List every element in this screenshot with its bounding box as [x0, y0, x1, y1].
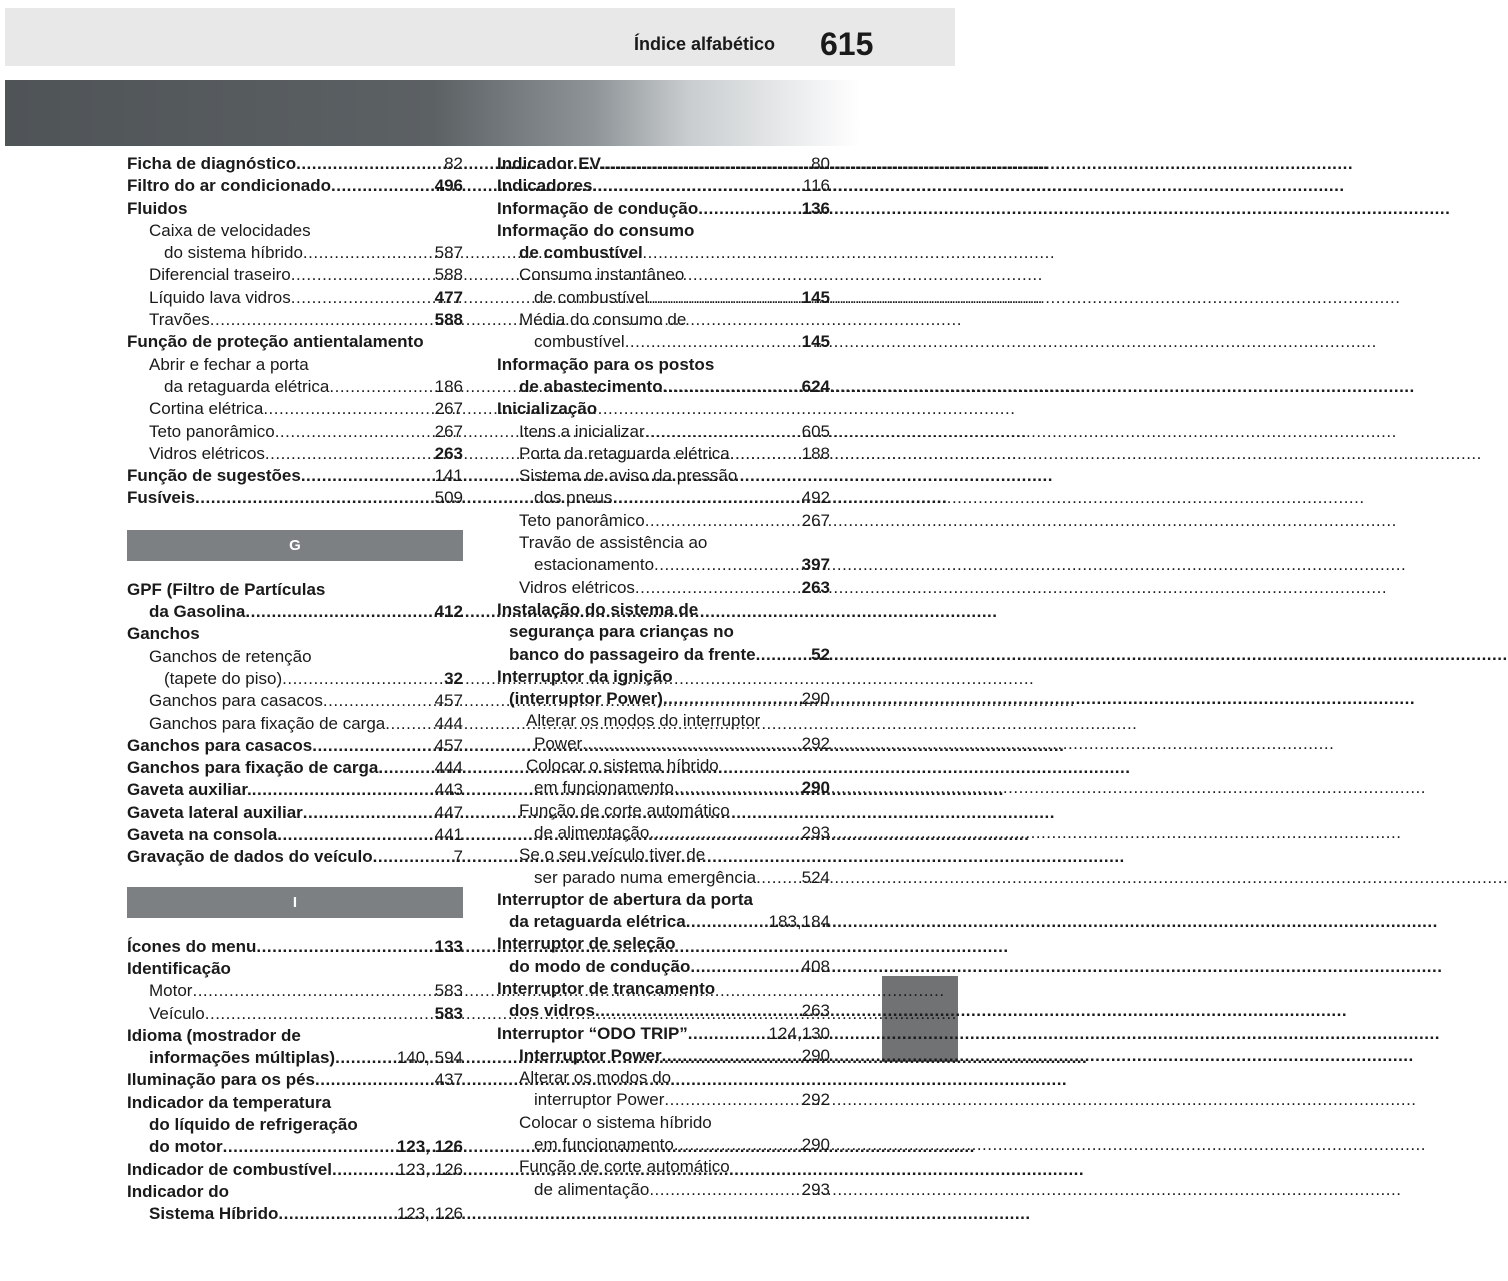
- index-entry: do modo de condução ..... 408: [497, 956, 830, 978]
- index-entry: Gaveta na consola ..... 441: [127, 824, 463, 846]
- index-entry: (interruptor Power) ..... 290: [497, 688, 830, 710]
- index-entry: Gravação de dados do veículo ..... 7: [127, 846, 463, 868]
- index-entry: da Gasolina ..... 412: [127, 601, 463, 623]
- index-subentry: Porta da retaguarda elétrica ..... 188: [497, 443, 830, 465]
- index-entry: da retaguarda elétrica ..... 183,184: [497, 911, 830, 933]
- index-subentry: Travão de assistência ao: [519, 533, 708, 553]
- index-entry: Função de proteção antientalamento: [127, 332, 424, 352]
- index-entry: Gaveta lateral auxiliar ..... 447: [127, 802, 463, 824]
- section-header-i: I: [127, 887, 463, 918]
- index-subentry: Motor ..... 583: [127, 980, 463, 1002]
- header-title: Índice alfabético: [633, 34, 775, 54]
- index-subentry: Vidros elétricos ..... 263: [127, 443, 463, 465]
- index-entry: de combustível: [519, 243, 643, 263]
- index-subentry: de alimentação ..... 293: [497, 1179, 830, 1201]
- index-subentry: Função de corte automático: [519, 1157, 730, 1177]
- index-entry: do líquido de refrigeração: [149, 1114, 358, 1134]
- index-subentry: Se o seu veículo tiver de: [519, 845, 706, 865]
- index-subentry: Caixa de velocidades: [149, 220, 311, 240]
- index-subentry: Alterar os modos do interruptor: [526, 711, 761, 731]
- section-header-g: G: [127, 530, 463, 561]
- index-subentry: Teto panorâmico ..... 267: [497, 510, 830, 532]
- index-entry: Ícones do menu ..... 133: [127, 936, 463, 958]
- index-subentry: em funcionamento ..... 290: [497, 1134, 830, 1156]
- index-entry: Ganchos: [127, 624, 200, 644]
- index-column-right: [497, 153, 830, 1201]
- index-subentry: Cortina elétrica ..... 267: [127, 398, 463, 420]
- index-subentry: Colocar o sistema híbrido: [519, 1112, 712, 1132]
- index-entry: Inicialização: [497, 399, 598, 419]
- index-entry: Indicador de combustível ..... 123, 126: [127, 1159, 463, 1181]
- index-entry: Idioma (mostrador de: [127, 1025, 301, 1045]
- index-subentry: Ganchos para casacos ..... 457: [127, 690, 463, 712]
- index-entry: Indicador da temperatura: [127, 1092, 332, 1112]
- index-entry: dos vidros ..... 263: [497, 1000, 830, 1022]
- index-subentry: Líquido lava vidros ..... 477: [127, 287, 463, 309]
- index-subentry: em funcionamento ..... 290: [497, 777, 830, 799]
- index-subentry: Ganchos para fixação de carga ..... 444: [127, 713, 463, 735]
- index-subentry: do sistema híbrido ..... 587: [127, 242, 463, 264]
- header-banner: [5, 80, 955, 146]
- page-number: 615: [820, 26, 874, 62]
- index-subentry: Função de corte automático: [519, 800, 730, 820]
- index-entry: Filtro do ar condicionado ..... 496: [127, 175, 463, 197]
- index-entry: Indicador EV ..... 80: [497, 153, 830, 175]
- index-entry: Informação do consumo: [497, 220, 695, 240]
- index-subentry: Vidros elétricos ..... 263: [497, 577, 830, 599]
- header-band: [5, 8, 955, 66]
- index-entry: Gaveta auxiliar. ..... 443: [127, 779, 463, 801]
- index-subentry: interruptor Power ..... 292: [497, 1089, 830, 1111]
- index-entry: banco do passageiro da frente ..... 52: [497, 644, 830, 666]
- index-entry: segurança para crianças no: [509, 622, 734, 642]
- index-subentry: Alterar os modos do: [519, 1068, 672, 1088]
- index-entry: GPF (Filtro de Partículas: [127, 579, 326, 599]
- index-entry: Interruptor de seleção: [497, 934, 676, 954]
- index-subentry: (tapete do piso) ..... 32: [127, 668, 463, 690]
- index-subentry: de alimentação ..... 293: [497, 822, 830, 844]
- index-subentry: de combustível ..... 145: [497, 287, 830, 309]
- index-entry: Iluminação para os pés ..... 437: [127, 1069, 463, 1091]
- index-entry: Função de sugestões ..... 141: [127, 465, 463, 487]
- index-subentry: estacionamento ..... 397: [497, 554, 830, 576]
- index-subentry: Travões ..... 588: [127, 309, 463, 331]
- index-entry: Ficha de diagnóstico ..... 82: [127, 153, 463, 175]
- index-subentry: Abrir e fechar a porta: [149, 354, 309, 374]
- index-subentry: Sistema de aviso da pressão: [519, 466, 738, 486]
- index-entry: do motor ..... 123, 126: [127, 1136, 463, 1158]
- index-subentry: ser parado numa emergência ..... 524: [497, 867, 830, 889]
- index-entry: Sistema Híbrido ..... 123, 126: [127, 1203, 463, 1225]
- index-entry: Fluidos: [127, 198, 188, 218]
- index-subentry: combustível ..... 145: [497, 331, 830, 353]
- index-entry: Indicadores ..... 116: [497, 175, 830, 197]
- index-entry: Instalação do sistema de: [497, 599, 699, 619]
- index-subentry: Colocar o sistema híbrido: [526, 756, 719, 776]
- index-subentry: Itens a inicializar ..... 605: [497, 421, 830, 443]
- index-entry: Informação de condução ..... 136: [497, 198, 830, 220]
- index-entry: informações múltiplas) ..... 140, 594: [127, 1047, 463, 1069]
- index-subentry: Teto panorâmico ..... 267: [127, 421, 463, 443]
- index-subentry: Ganchos de retenção: [149, 646, 312, 666]
- index-subentry: Média do consumo de: [519, 310, 687, 330]
- index-entry: Interruptor “ODO TRIP” ..... 124,130: [497, 1023, 830, 1045]
- index-entry: Interruptor da ignição: [497, 666, 673, 686]
- index-column-left: [127, 153, 463, 1225]
- index-subentry: Veículo ..... 583: [127, 1003, 463, 1025]
- index-entry: Identificação: [127, 958, 231, 978]
- index-entry: Indicador do: [127, 1181, 229, 1201]
- index-entry: Interruptor Power ..... 290: [497, 1045, 830, 1067]
- index-subentry: da retaguarda elétrica ..... 186: [127, 376, 463, 398]
- index-subentry: Power ..... 292: [497, 733, 830, 755]
- index-entry: Ganchos para fixação de carga ..... 444: [127, 757, 463, 779]
- index-entry: Informação para os postos: [497, 354, 715, 374]
- index-subentry: Consumo instantâneo: [519, 265, 685, 285]
- index-subentry: Diferencial traseiro ..... 588: [127, 264, 463, 286]
- index-entry: Interruptor de trancamento: [497, 978, 716, 998]
- index-entry: de abastecimento ..... 624: [497, 376, 830, 398]
- index-entry: Fusíveis ..... 509: [127, 487, 463, 509]
- index-entry: Ganchos para casacos ..... 457: [127, 735, 463, 757]
- index-subentry: dos pneus ..... 492: [497, 487, 830, 509]
- index-entry: Interruptor de abertura da porta: [497, 889, 753, 909]
